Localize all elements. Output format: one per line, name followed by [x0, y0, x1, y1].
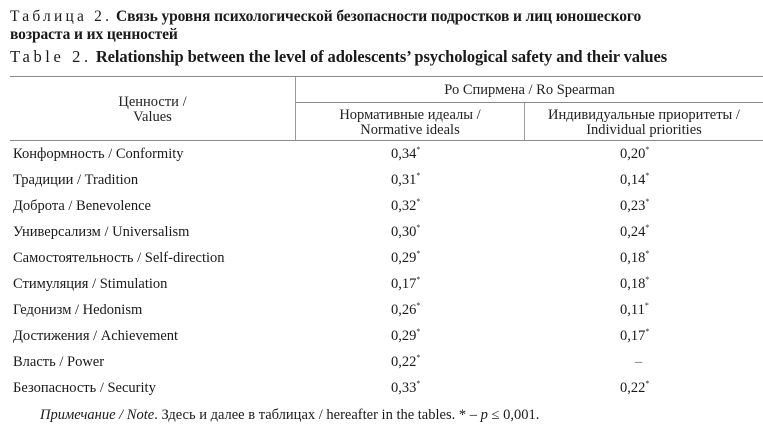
table-row: [0, 380, 763, 406]
cell-individual: [620, 172, 649, 189]
cell-normative: [391, 250, 420, 267]
cell-individual: [620, 198, 649, 215]
table-row: [0, 198, 763, 224]
cell-individual-value: –: [635, 354, 643, 370]
cell-normative: [391, 302, 420, 319]
header-normative-en: Normative ideals: [360, 122, 460, 138]
cell-individual-value: 0,18: [620, 250, 646, 266]
header-group-label: Ро Спирмена / Ro Spearman: [444, 82, 615, 98]
row-value-name: Безопасность / Security: [13, 380, 156, 396]
note-tail: ≤ 0,001.: [487, 407, 540, 423]
cell-normative-value: 0,29: [391, 328, 417, 344]
table-row: [0, 302, 763, 328]
header-normative: [296, 108, 524, 138]
cell-normative-value: 0,29: [391, 250, 417, 266]
significance-mark: *: [645, 171, 650, 180]
significance-mark: *: [416, 301, 421, 310]
cell-individual: [635, 354, 642, 371]
cell-normative-value: 0,22: [391, 354, 417, 370]
row-value-name: Достижения / Achievement: [13, 328, 179, 344]
header-group-rule: [296, 102, 763, 103]
header-bottom-rule: [10, 140, 763, 141]
header-values: [10, 95, 295, 125]
cell-individual: [620, 328, 649, 345]
row-value-name: Универсализм / Universalism: [13, 224, 190, 240]
header-individual-en: Individual priorities: [586, 122, 702, 138]
significance-mark: *: [645, 327, 650, 336]
note-p: p: [480, 407, 488, 423]
table-row: [0, 354, 763, 380]
table-caption-en: [10, 48, 667, 66]
significance-mark: *: [416, 353, 421, 362]
table-row: [0, 328, 763, 354]
significance-mark: *: [416, 197, 421, 206]
table-title-en: Relationship between the level of adolescents’ psychological safety and their values: [95, 47, 668, 66]
cell-normative: [391, 328, 420, 345]
row-value-name: Стимуляция / Stimulation: [13, 276, 168, 292]
cell-individual-value: 0,22: [620, 380, 646, 396]
cell-individual: [620, 302, 649, 319]
cell-individual: [620, 146, 649, 163]
header-group-spearman: [296, 83, 763, 98]
cell-individual-value: 0,17: [620, 328, 646, 344]
cell-normative-value: 0,33: [391, 380, 417, 396]
row-value-name: Власть / Power: [13, 354, 105, 370]
table-caption-ru: [10, 8, 641, 26]
header-values-en: Values: [133, 109, 172, 125]
table-row: [0, 146, 763, 172]
table-caption-ru-cont: [10, 26, 178, 44]
header-individual: [525, 108, 763, 138]
note-text: . Здесь и далее в таблицах / hereafter in the tables. * –: [154, 407, 481, 423]
header-normative-ru: Нормативные идеалы /: [339, 107, 481, 123]
table-label-en: Table 2.: [10, 47, 92, 66]
cell-individual-value: 0,11: [620, 302, 645, 318]
cell-individual: [620, 250, 649, 267]
row-value-name: Самостоятельность / Self-direction: [13, 250, 225, 266]
cell-normative: [391, 172, 420, 189]
header-individual-ru: Индивидуальные приоритеты /: [548, 107, 740, 123]
cell-normative: [391, 380, 420, 397]
cell-normative-value: 0,32: [391, 198, 417, 214]
table-row: [0, 224, 763, 250]
significance-mark: *: [645, 275, 650, 284]
cell-individual-value: 0,24: [620, 224, 646, 240]
significance-mark: *: [645, 145, 650, 154]
cell-individual: [620, 276, 649, 293]
significance-mark: *: [416, 223, 421, 232]
cell-normative-value: 0,31: [391, 172, 417, 188]
table-top-rule: [10, 76, 763, 77]
cell-individual-value: 0,14: [620, 172, 646, 188]
significance-mark: *: [416, 379, 421, 388]
significance-mark: *: [416, 275, 421, 284]
cell-normative-value: 0,17: [391, 276, 417, 292]
cell-individual: [620, 380, 649, 397]
cell-normative-value: 0,34: [391, 146, 417, 162]
cell-normative: [391, 276, 420, 293]
table-label-ru: Таблица 2.: [10, 8, 113, 25]
significance-mark: *: [416, 171, 421, 180]
header-values-ru: Ценности /: [118, 94, 187, 110]
significance-mark: *: [645, 223, 650, 232]
cell-individual-value: 0,20: [620, 146, 646, 162]
significance-mark: *: [416, 145, 421, 154]
significance-mark: *: [644, 301, 649, 310]
row-value-name: Традиции / Tradition: [13, 172, 139, 188]
table-row: [0, 276, 763, 302]
cell-individual-value: 0,18: [620, 276, 646, 292]
table-title-ru-line1: Связь уровня психологической безопасности подростков и лиц юношеского: [116, 8, 642, 25]
cell-normative: [391, 146, 420, 163]
significance-mark: *: [645, 197, 650, 206]
cell-normative: [391, 224, 420, 241]
table-title-ru-line2: возраста и их ценностей: [10, 26, 178, 43]
note-label: Примечание / Note: [40, 407, 155, 423]
cell-normative-value: 0,26: [391, 302, 417, 318]
cell-individual-value: 0,23: [620, 198, 646, 214]
significance-mark: *: [416, 327, 421, 336]
row-value-name: Гедонизм / Hedonism: [13, 302, 143, 318]
significance-mark: *: [645, 249, 650, 258]
significance-mark: *: [416, 249, 421, 258]
cell-normative: [391, 354, 420, 371]
table-note: [40, 407, 539, 424]
cell-normative-value: 0,30: [391, 224, 417, 240]
cell-individual: [620, 224, 649, 241]
table-row: [0, 250, 763, 276]
row-value-name: Доброта / Benevolence: [13, 198, 151, 214]
table-row: [0, 172, 763, 198]
cell-normative: [391, 198, 420, 215]
significance-mark: *: [645, 379, 650, 388]
row-value-name: Конформность / Conformity: [13, 146, 184, 162]
